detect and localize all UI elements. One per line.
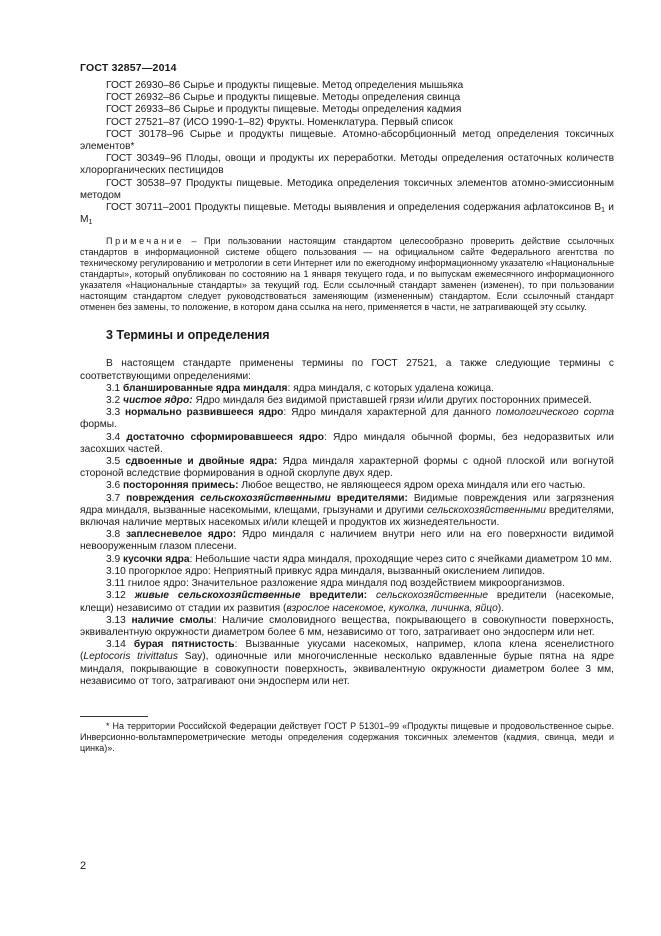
section-intro: В настоящем стандарте применены термины по ГОСТ 27521, а также следующие термины с соответствующими определениями:: [80, 358, 614, 382]
page-content: [80, 80, 614, 754]
ref-item-last: ГОСТ 30711–2001 Продукты пищевые. Методы выявления и определения содержания афлатоксинов $B_1$ и $M_1$: [80, 202, 614, 227]
term-3-5: 3.5 сдвоенные и двойные ядра: Ядра миндаля характерной формы с одной плоской или вогнутой стороной вследствие формирования в одной скорлупе двух ядер.: [80, 456, 615, 480]
section-title: 3 Термины и определения: [106, 328, 270, 343]
term-3-3: 3.3 нормально развившееся ядро: Ядро миндаля характерной для данного помологического сорта формы.: [80, 407, 615, 431]
term-3-1: 3.1 бланшированные ядра миндаля: ядра миндаля, с которых удалена кожица.: [106, 382, 494, 394]
ref-item: ГОСТ 26932–86 Сырье и продукты пищевые. Методы определения свинца: [106, 92, 461, 104]
term-3-11: 3.11 гнилое ядро: Значительное разложение ядра миндаля под воздействием микроорганизмов.: [106, 578, 565, 590]
term-3-7: 3.7 повреждения сельскохозяйственными вредителями: Видимые повреждения или загрязнения ядра миндаля, вызванные насекомыми, клещами, грызунами и другими сельскохозяйственными вредителями, включая наличие мертвых насекомых и/или клещей и продуктов их жизнедеятельности.: [80, 492, 614, 529]
term-3-12: 3.12 живые сельскохозяйственные вредители: сельскохозяйственные вредители (насекомые, клещи) независимо от стадии их развития (взрослое насекомое, куколка, личинка, яйцо).: [80, 590, 614, 614]
page-header: ГОСТ 32857—2014: [80, 62, 177, 74]
term-3-8: 3.8 заплесневелое ядро: Ядро миндаля с наличием внутри него или на его поверхности видимой невооруженным глазом плесени.: [80, 529, 614, 553]
footnote: * На территории Российской Федерации действует ГОСТ Р 51301–99 «Продукты пищевые и продовольственное сырье. Инверсионно-вольтамперометрические методы определения содержания токсичных элементов (кадмия, свинца, меди и цинка)».: [80, 720, 614, 753]
ref-item: ГОСТ 30538–97 Продукты пищевые. Методика определения токсичных элементов атомно-эмиссионным методом: [80, 177, 614, 201]
term-3-2: 3.2 чистое ядро: Ядро миндаля без видимой приставшей грязи и/или других посторонних примесей.: [106, 395, 592, 407]
term-3-6: 3.6 посторонняя примесь: Любое вещество, не являющееся ядром ореха миндаля или его частью.: [106, 480, 586, 492]
page-number: 2: [80, 860, 87, 872]
ref-item: ГОСТ 26933–86 Сырье и продукты пищевые. Методы определения кадмия: [106, 104, 462, 116]
ref-item: ГОСТ 30349–96 Плоды, овощи и продукты их переработки. Методы определения остаточных количеств хлорорганических пестицидов: [80, 153, 614, 177]
ref-item: ГОСТ 26930–86 Сырье и продукты пищевые. Метод определения мышьяка: [106, 80, 464, 91]
term-3-9: 3.9 кусочки ядра: Небольшие части ядра миндаля, проходящие через сито с ячейками диаметром 10 мм.: [106, 553, 612, 565]
footnote-separator: [80, 716, 148, 717]
term-3-4: 3.4 достаточно сформировавшееся ядро: Ядро миндаля обычной формы, без недоразвитых или засохших частей.: [80, 431, 614, 455]
ref-item: ГОСТ 27521–87 (ИСО 1990-1–82) Фрукты. Номенклатура. Первый список: [106, 116, 453, 128]
note-label: Примечание: [106, 236, 185, 247]
term-3-14: 3.14 бурая пятнистость: Вызванные укусами насекомых, например, клопа клена ясенелистного (Leptocoris trivittatus Say), одиночные или многочисленные несколько вдавленные бурые пятна на ядре миндаля, покрывающие в совокупности поверхность, эквивалентную окружности диаметром более 3 мм, независимо от того, затрагивают они эндосперм или нет.: [80, 639, 615, 687]
ref-item: ГОСТ 30178–96 Сырье и продукты пищевые. Атомно-абсорбционный метод определения токсичных элементов*: [80, 128, 614, 153]
note-paragraph: [80, 236, 614, 313]
note-text: – При пользовании настоящим стандартом целесообразно проверить действие ссылочных стандартов в информационной системе общего пользования — на официальном сайте Федерального агентства по техническому регулированию и метрологии в сети Интернет или по ежегодному информационному указателю «Национальные стандарты», который опубликован по состоянию на 1 января текущего года, и по выпускам ежемесячного информационного указателя «Национальные стандарты» за текущий год. Если ссылочный стандарт заменен (изменен), то при пользовании настоящим стандартом следует руководствоваться заменяющим (измененным) стандартом. Если ссылочный стандарт отменен без замены, то положение, в котором дана ссылка на него, применяется в части, не затрагивающей эту ссылку.: [80, 236, 614, 313]
term-3-13: 3.13 наличие смолы: Наличие смоловидного вещества, покрывающего в совокупности поверхность, эквивалентную окружности диаметром более 6 мм, независимо от того, затрагивает оно эндосперм или нет.: [80, 614, 614, 638]
term-3-10: 3.10 прогорклое ядро: Неприятный привкус ядра миндаля, вызванный окислением липидов.: [106, 565, 546, 577]
